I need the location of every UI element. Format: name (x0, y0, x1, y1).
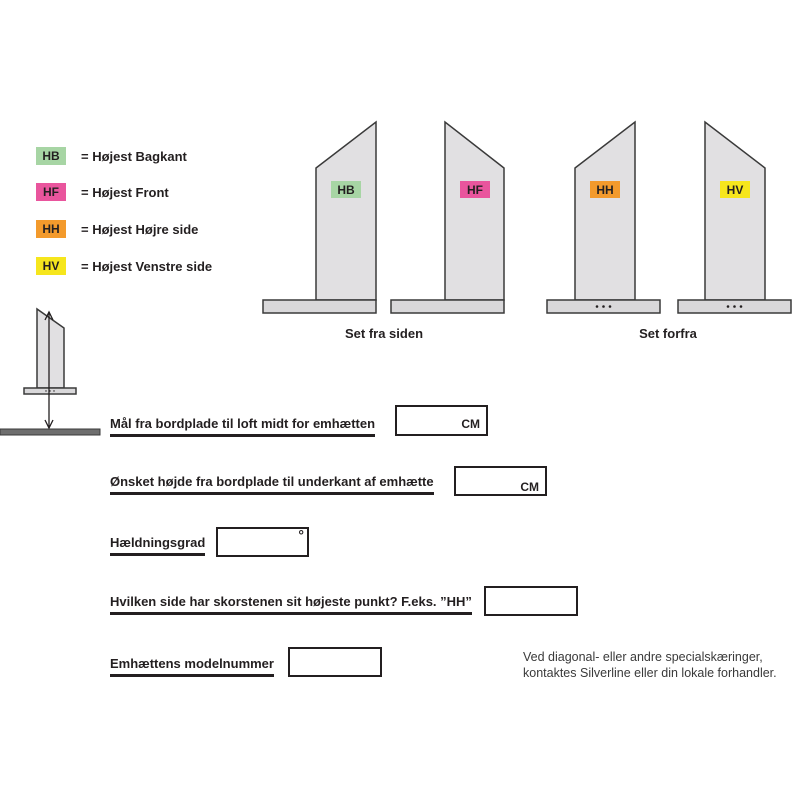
mini-chimney (37, 309, 64, 388)
unit-cm: CM (461, 417, 480, 431)
counter-to-ceiling-input[interactable] (397, 407, 486, 434)
badge-hh-label: HH (596, 183, 614, 197)
counter-to-ceiling-label: Mål fra bordplade til loft midt for emhætten (110, 416, 375, 437)
control-dot (727, 305, 730, 308)
legend-label-hv: = Højest Venstre side (81, 258, 213, 274)
slope-angle-field[interactable] (216, 527, 309, 557)
counter-to-ceiling-field[interactable] (395, 405, 488, 436)
model-number-label: Emhættens modelnummer (110, 656, 274, 677)
control-dot (740, 305, 743, 308)
unit-cm: CM (520, 480, 539, 494)
caption-front-view: Set forfra (639, 326, 697, 341)
legend-label-hb: = Højest Bagkant (81, 148, 187, 164)
legend-label-hh: = Højest Højre side (81, 221, 199, 237)
hood-hh (547, 122, 660, 313)
desired-height-field[interactable] (454, 466, 547, 496)
legend-item-hb (36, 147, 187, 165)
highest-side-field[interactable] (484, 586, 578, 616)
unit-degree: ° (298, 527, 304, 543)
hood-illustrations (250, 110, 800, 320)
badge-hf: HF (36, 183, 66, 201)
chimney-body (316, 122, 376, 300)
badge-hb: HB (36, 147, 66, 165)
chimney-body (575, 122, 635, 300)
control-dot (53, 390, 54, 391)
chimney-body (445, 122, 504, 300)
desired-height-label: Ønsket højde fra bordplade til underkant af emhætte (110, 474, 434, 495)
hood-hf (391, 122, 504, 313)
badge-hf-label: HF (467, 183, 483, 197)
legend-item-hv (36, 257, 212, 275)
highest-side-input[interactable] (486, 588, 576, 614)
chimney-body (705, 122, 765, 300)
badge-hv-label: HV (726, 183, 744, 197)
legend-label-hf: = Højest Front (81, 184, 169, 200)
hood-hv (678, 122, 791, 313)
model-number-field[interactable] (288, 647, 382, 677)
legend-item-hh (36, 220, 198, 238)
countertop (0, 429, 100, 435)
desired-height-input[interactable] (456, 468, 545, 494)
caption-side-view: Set fra siden (344, 326, 424, 341)
hood-hb (263, 122, 376, 313)
note-line: Ved diagonal- eller andre specialskæringer, (523, 650, 763, 664)
control-dot (609, 305, 612, 308)
badge-hb-label: HB (337, 183, 355, 197)
highest-side-label: Hvilken side har skorstenen sit højeste punkt? F.eks. ”HH” (110, 594, 472, 615)
model-number-input[interactable] (290, 649, 380, 675)
legend-item-hf (36, 183, 169, 201)
base-plate (263, 300, 376, 313)
control-dot (596, 305, 599, 308)
control-dot (602, 305, 605, 308)
control-dot (733, 305, 736, 308)
badge-hh: HH (36, 220, 66, 238)
base-plate (391, 300, 504, 313)
control-dot (45, 390, 46, 391)
badge-hv: HV (36, 257, 66, 275)
slope-angle-input[interactable] (218, 529, 307, 555)
height-diagram (0, 300, 110, 440)
note-line: kontaktes Silverline eller din lokale forhandler. (523, 666, 777, 680)
slope-angle-label: Hældningsgrad (110, 535, 205, 556)
